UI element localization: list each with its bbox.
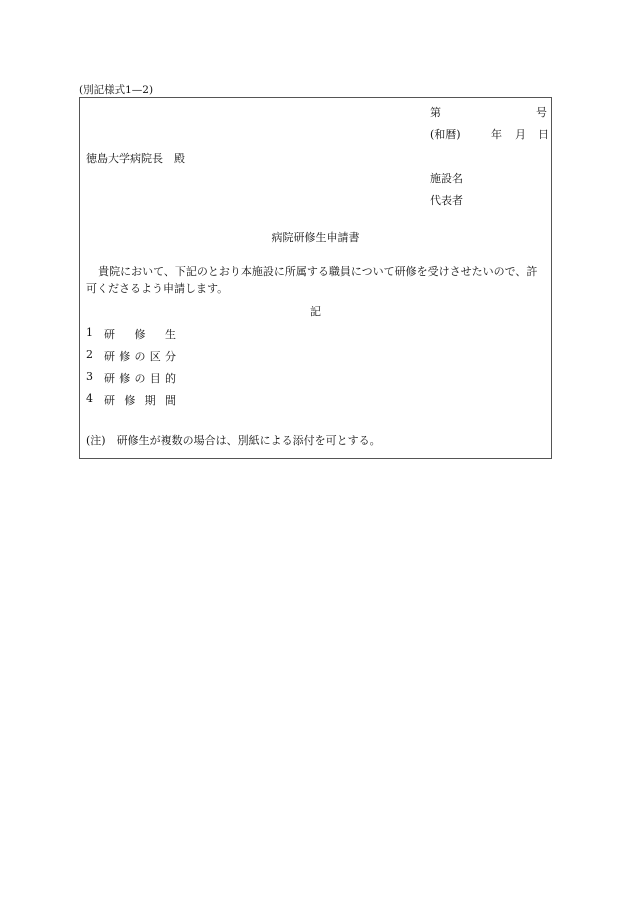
- application-form-frame: [79, 97, 552, 459]
- facility-name-label: 施設名: [430, 172, 463, 185]
- item-number: 4: [86, 392, 93, 405]
- month-label: 月: [515, 128, 526, 141]
- item-label: 研 修 の 目 的: [104, 372, 176, 385]
- era-label: (和暦): [430, 128, 461, 141]
- item-label: 研 修 期 間: [104, 394, 176, 407]
- footnote: (注) 研修生が複数の場合は、別紙による添付を可とする。: [86, 434, 381, 447]
- day-label: 日: [538, 128, 549, 141]
- application-body-text: 貴院において、下記のとおり本施設に所属する職員について研修を受けさせたいので、許可くださるよう申請します。: [86, 265, 538, 295]
- item-number: 1: [86, 326, 93, 339]
- addressee: 徳島大学病院長 殿: [86, 152, 185, 165]
- representative-label: 代表者: [430, 194, 463, 207]
- year-label: 年: [491, 128, 502, 141]
- item-number: 3: [86, 370, 93, 383]
- item-label: 研 修 の 区 分: [104, 350, 176, 363]
- number-suffix: 号: [536, 106, 547, 119]
- number-prefix: 第: [430, 106, 441, 119]
- item-label: 研 修 生: [104, 328, 176, 341]
- document-title: 病院研修生申請書: [271, 231, 360, 244]
- form-code: (別記様式1—2): [79, 84, 154, 96]
- item-number: 2: [86, 348, 93, 361]
- ki-heading: 記: [310, 305, 321, 318]
